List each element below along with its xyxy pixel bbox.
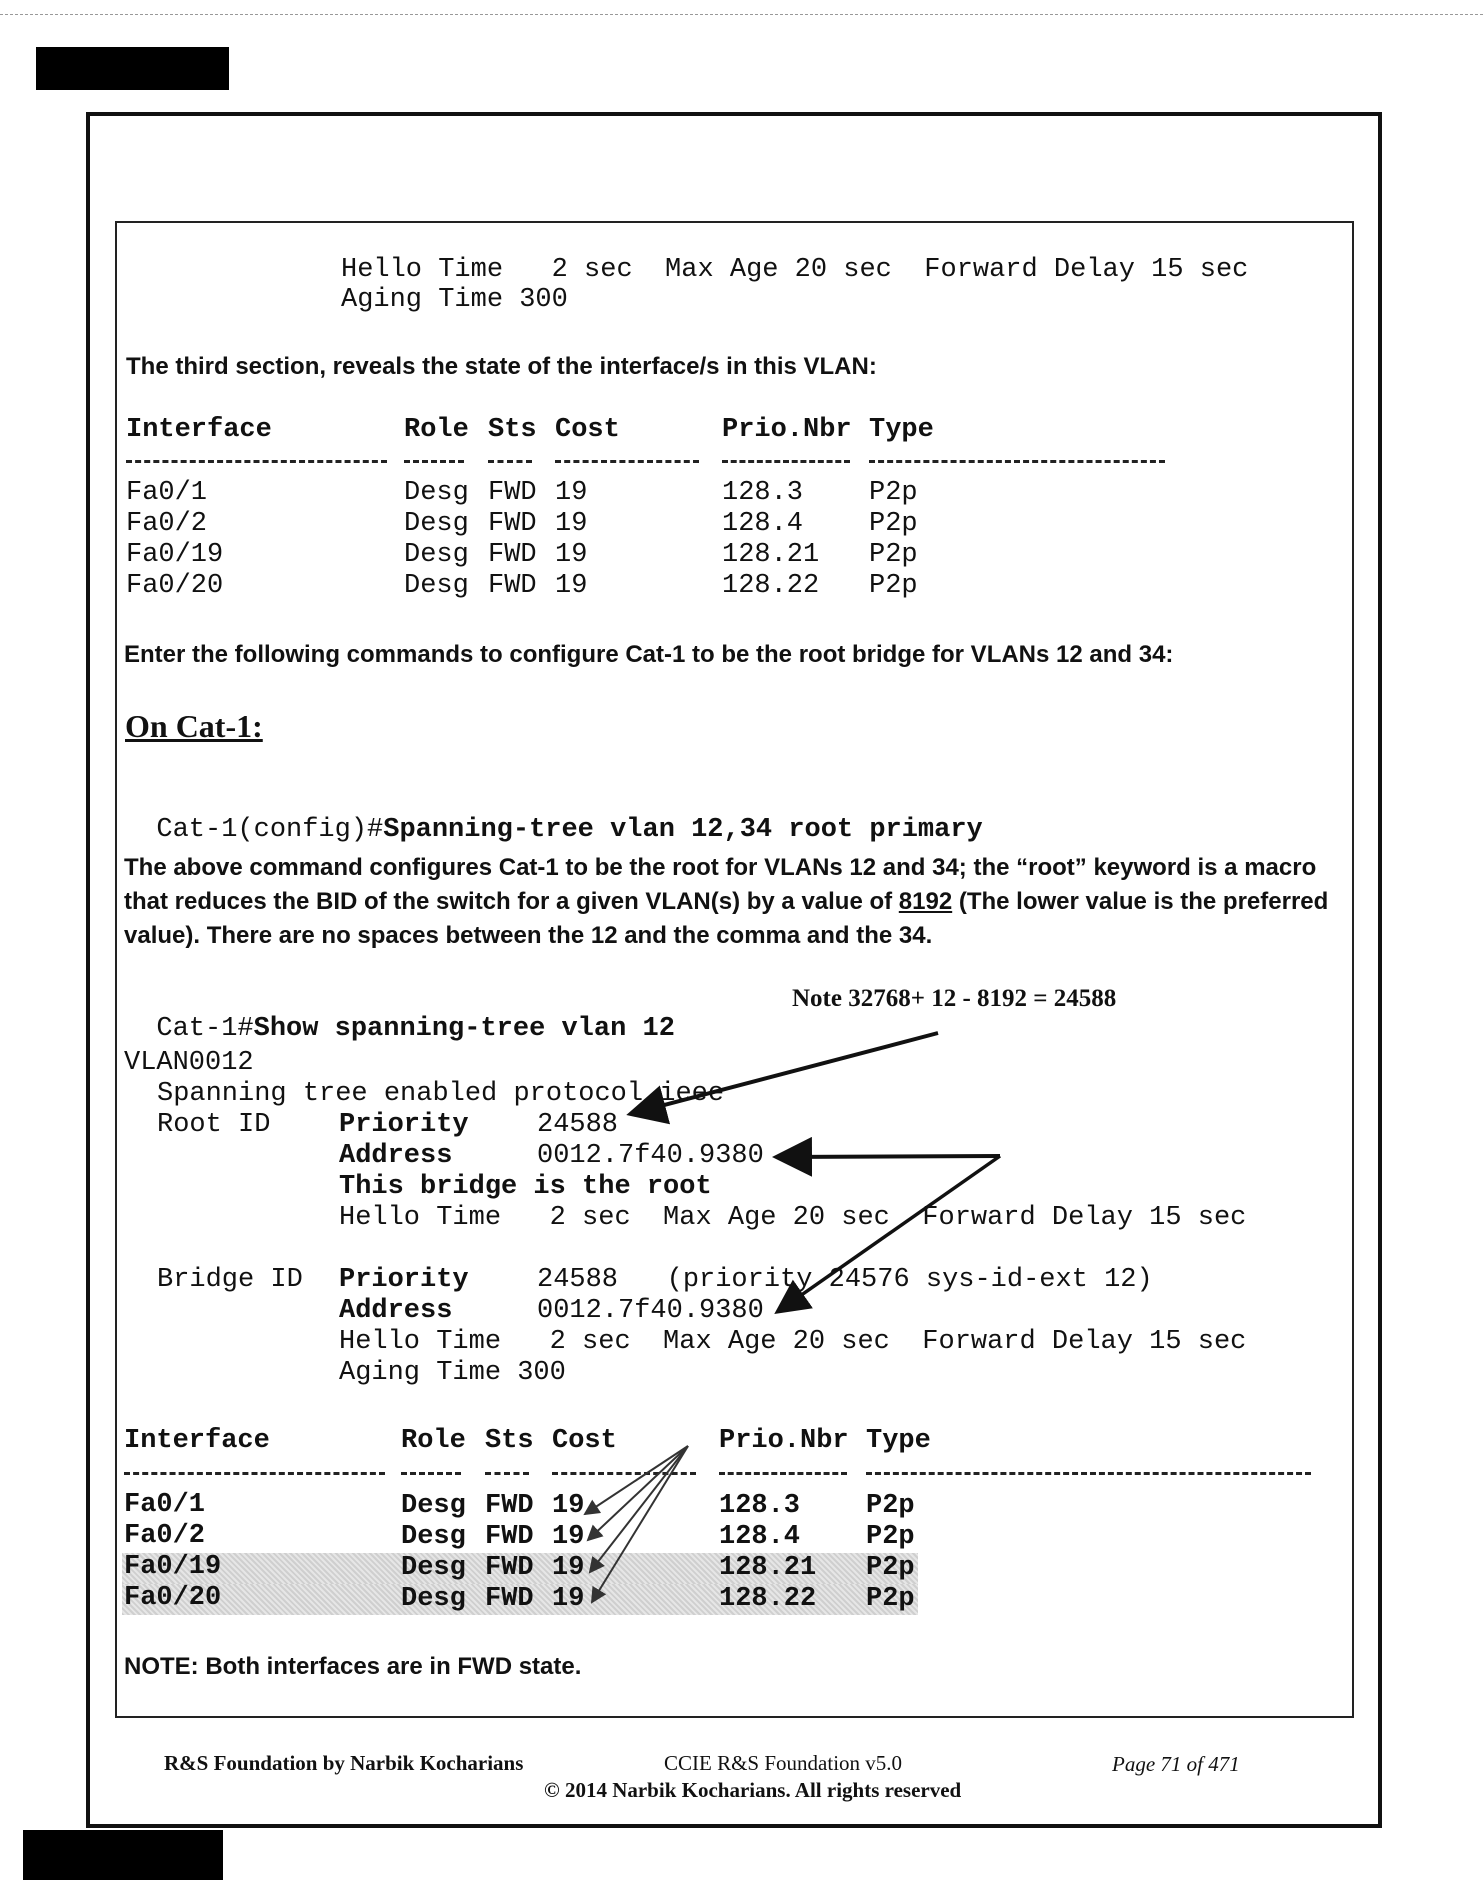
para-above-part1: The above command configures Cat-1 to be the root for VLANs 12 and 34; the “root” keyword is a macro that reduces the BID of the switch for a given VLAN(s) by a value of [124, 854, 1317, 915]
t1-header-cost: Cost [555, 415, 620, 445]
t2-r3-interface: Fa0/20 [124, 1583, 222, 1613]
t2-r2-prio: 128.21 [719, 1553, 817, 1583]
t2-r3-sts: FWD [485, 1584, 534, 1614]
t2-r1-role: Desg [401, 1522, 466, 1552]
t1-r0-sts: FWD [488, 478, 537, 508]
t1-r1-role: Desg [404, 509, 469, 539]
t2-r2-interface: Fa0/19 [124, 1552, 222, 1582]
t2-header-interface: Interface [124, 1426, 270, 1456]
t1-r3-prio: 128.22 [722, 571, 820, 601]
t1-r0-cost: 19 [555, 478, 588, 508]
t1-r3-role: Desg [404, 571, 469, 601]
t2-r0-sts: FWD [485, 1491, 534, 1521]
stp-vlan-name: VLAN0012 [124, 1048, 254, 1078]
t1-r2-interface: Fa0/19 [126, 540, 224, 570]
stp-root-priority-label: Priority [339, 1110, 469, 1140]
t1-r1-prio: 128.4 [722, 509, 804, 539]
stp-bridge-address-label: Address [339, 1296, 453, 1326]
footer-center: CCIE R&S Foundation v5.0 [664, 1751, 903, 1775]
t1-r3-cost: 19 [555, 571, 588, 601]
stp-this-bridge-root: This bridge is the root [339, 1172, 712, 1202]
t2-header-prio: Prio.Nbr [719, 1426, 849, 1456]
stp-bridge-address-value: 0012.7f40.9380 [537, 1296, 764, 1326]
command-text-root-primary: Spanning-tree vlan 12,34 root primary [383, 815, 983, 845]
t1-header-sts: Sts [488, 415, 537, 445]
t1-r3-type: P2p [869, 571, 918, 601]
stp-root-timers: Hello Time 2 sec Max Age 20 sec Forward Delay 15 sec [339, 1203, 1247, 1233]
t2-header-sts: Sts [485, 1426, 534, 1456]
stp-bridge-priority-value: 24588 (priority 24576 sys-id-ext 12) [537, 1265, 1153, 1295]
stp-root-priority-value: 24588 [537, 1110, 619, 1140]
value-8192: 8192 [898, 888, 953, 915]
t2-header-role: Role [401, 1426, 466, 1456]
t2-r0-role: Desg [401, 1491, 466, 1521]
stp-protocol-line: Spanning tree enabled protocol ieee [157, 1079, 725, 1109]
stp-root-address-value: 0012.7f40.9380 [537, 1141, 764, 1171]
t1-r2-cost: 19 [555, 540, 588, 570]
top-aging-line: Aging Time 300 [341, 285, 568, 315]
t2-r3-cost: 19 [552, 1584, 585, 1614]
heading-on-cat1: On Cat-1: [125, 708, 263, 744]
t2-r1-type: P2p [866, 1522, 915, 1552]
t1-r0-interface: Fa0/1 [126, 478, 208, 508]
footer-left: R&S Foundation by Narbik Kocharians [164, 1751, 524, 1775]
stp-bridge-timers: Hello Time 2 sec Max Age 20 sec Forward Delay 15 sec [339, 1327, 1247, 1357]
t1-r1-type: P2p [869, 509, 918, 539]
arrow-bridge-to-root-address [780, 1156, 1000, 1157]
t1-r0-type: P2p [869, 478, 918, 508]
stp-root-address-label: Address [339, 1141, 453, 1171]
command-prompt-config: Cat-1(config)# [156, 815, 384, 845]
t2-r2-role: Desg [401, 1553, 466, 1583]
t1-r0-role: Desg [404, 478, 469, 508]
t2-r1-interface: Fa0/2 [124, 1521, 206, 1551]
t2-header-cost: Cost [552, 1426, 617, 1456]
command-prompt-exec: Cat-1# [156, 1014, 254, 1044]
arrow-note-to-priority [634, 1033, 938, 1113]
t2-r0-type: P2p [866, 1491, 915, 1521]
t2-header-type: Type [866, 1426, 931, 1456]
t1-r2-sts: FWD [488, 540, 537, 570]
stp-bridge-priority-label: Priority [339, 1265, 469, 1295]
t1-r1-cost: 19 [555, 509, 588, 539]
t1-header-role: Role [404, 415, 469, 445]
para-enter-commands: Enter the following commands to configure Cat-1 to be the root bridge for VLANs 12 and 34: [124, 641, 1174, 668]
t2-r3-type: P2p [866, 1584, 915, 1614]
note-fwd-state: NOTE: Both interfaces are in FWD state. [124, 1653, 582, 1680]
stp-aging-time: Aging Time 300 [339, 1358, 566, 1388]
t1-r1-sts: FWD [488, 509, 537, 539]
t1-header-interface: Interface [126, 415, 272, 445]
footer-page-number: Page 71 of 471 [1112, 1752, 1240, 1776]
t1-header-type: Type [869, 415, 934, 445]
t2-r0-prio: 128.3 [719, 1491, 801, 1521]
arrow-cost-to-fa0-1 [585, 1446, 688, 1514]
t2-r2-type: P2p [866, 1553, 915, 1583]
stp-bridge-label: Bridge ID [157, 1265, 303, 1295]
t1-r3-sts: FWD [488, 571, 537, 601]
t2-r1-prio: 128.4 [719, 1522, 801, 1552]
arrow-cost-to-fa0-19 [590, 1446, 688, 1572]
t2-r0-cost: 19 [552, 1491, 585, 1521]
t2-r1-sts: FWD [485, 1522, 534, 1552]
t1-r0-prio: 128.3 [722, 478, 804, 508]
command-text-show: Show spanning-tree vlan 12 [253, 1014, 675, 1044]
stp-root-label: Root ID [157, 1110, 271, 1140]
t2-r0-interface: Fa0/1 [124, 1490, 206, 1520]
para-third-section: The third section, reveals the state of the interface/s in this VLAN: [126, 353, 877, 380]
top-hello-line: Hello Time 2 sec Max Age 20 sec Forward Delay 15 sec [341, 255, 1249, 285]
arrow-root-to-bridge-address [780, 1156, 1000, 1310]
para-above-part2: (The lower value is the preferred value). There are no spaces between the 12 and the comma and the 34. [124, 888, 1329, 949]
t1-r2-prio: 128.21 [722, 540, 820, 570]
t2-r3-prio: 128.22 [719, 1584, 817, 1614]
t2-r1-cost: 19 [552, 1522, 585, 1552]
t2-r2-sts: FWD [485, 1553, 534, 1583]
t2-r2-cost: 19 [552, 1553, 585, 1583]
t1-r2-role: Desg [404, 540, 469, 570]
note-calculation: Note 32768+ 12 - 8192 = 24588 [792, 985, 1117, 1012]
t1-r3-interface: Fa0/20 [126, 571, 224, 601]
t1-r1-interface: Fa0/2 [126, 509, 208, 539]
t1-r2-type: P2p [869, 540, 918, 570]
footer-copyright: © 2014 Narbik Kocharians. All rights reserved [544, 1778, 962, 1802]
t1-header-prio: Prio.Nbr [722, 415, 852, 445]
t2-r3-role: Desg [401, 1584, 466, 1614]
